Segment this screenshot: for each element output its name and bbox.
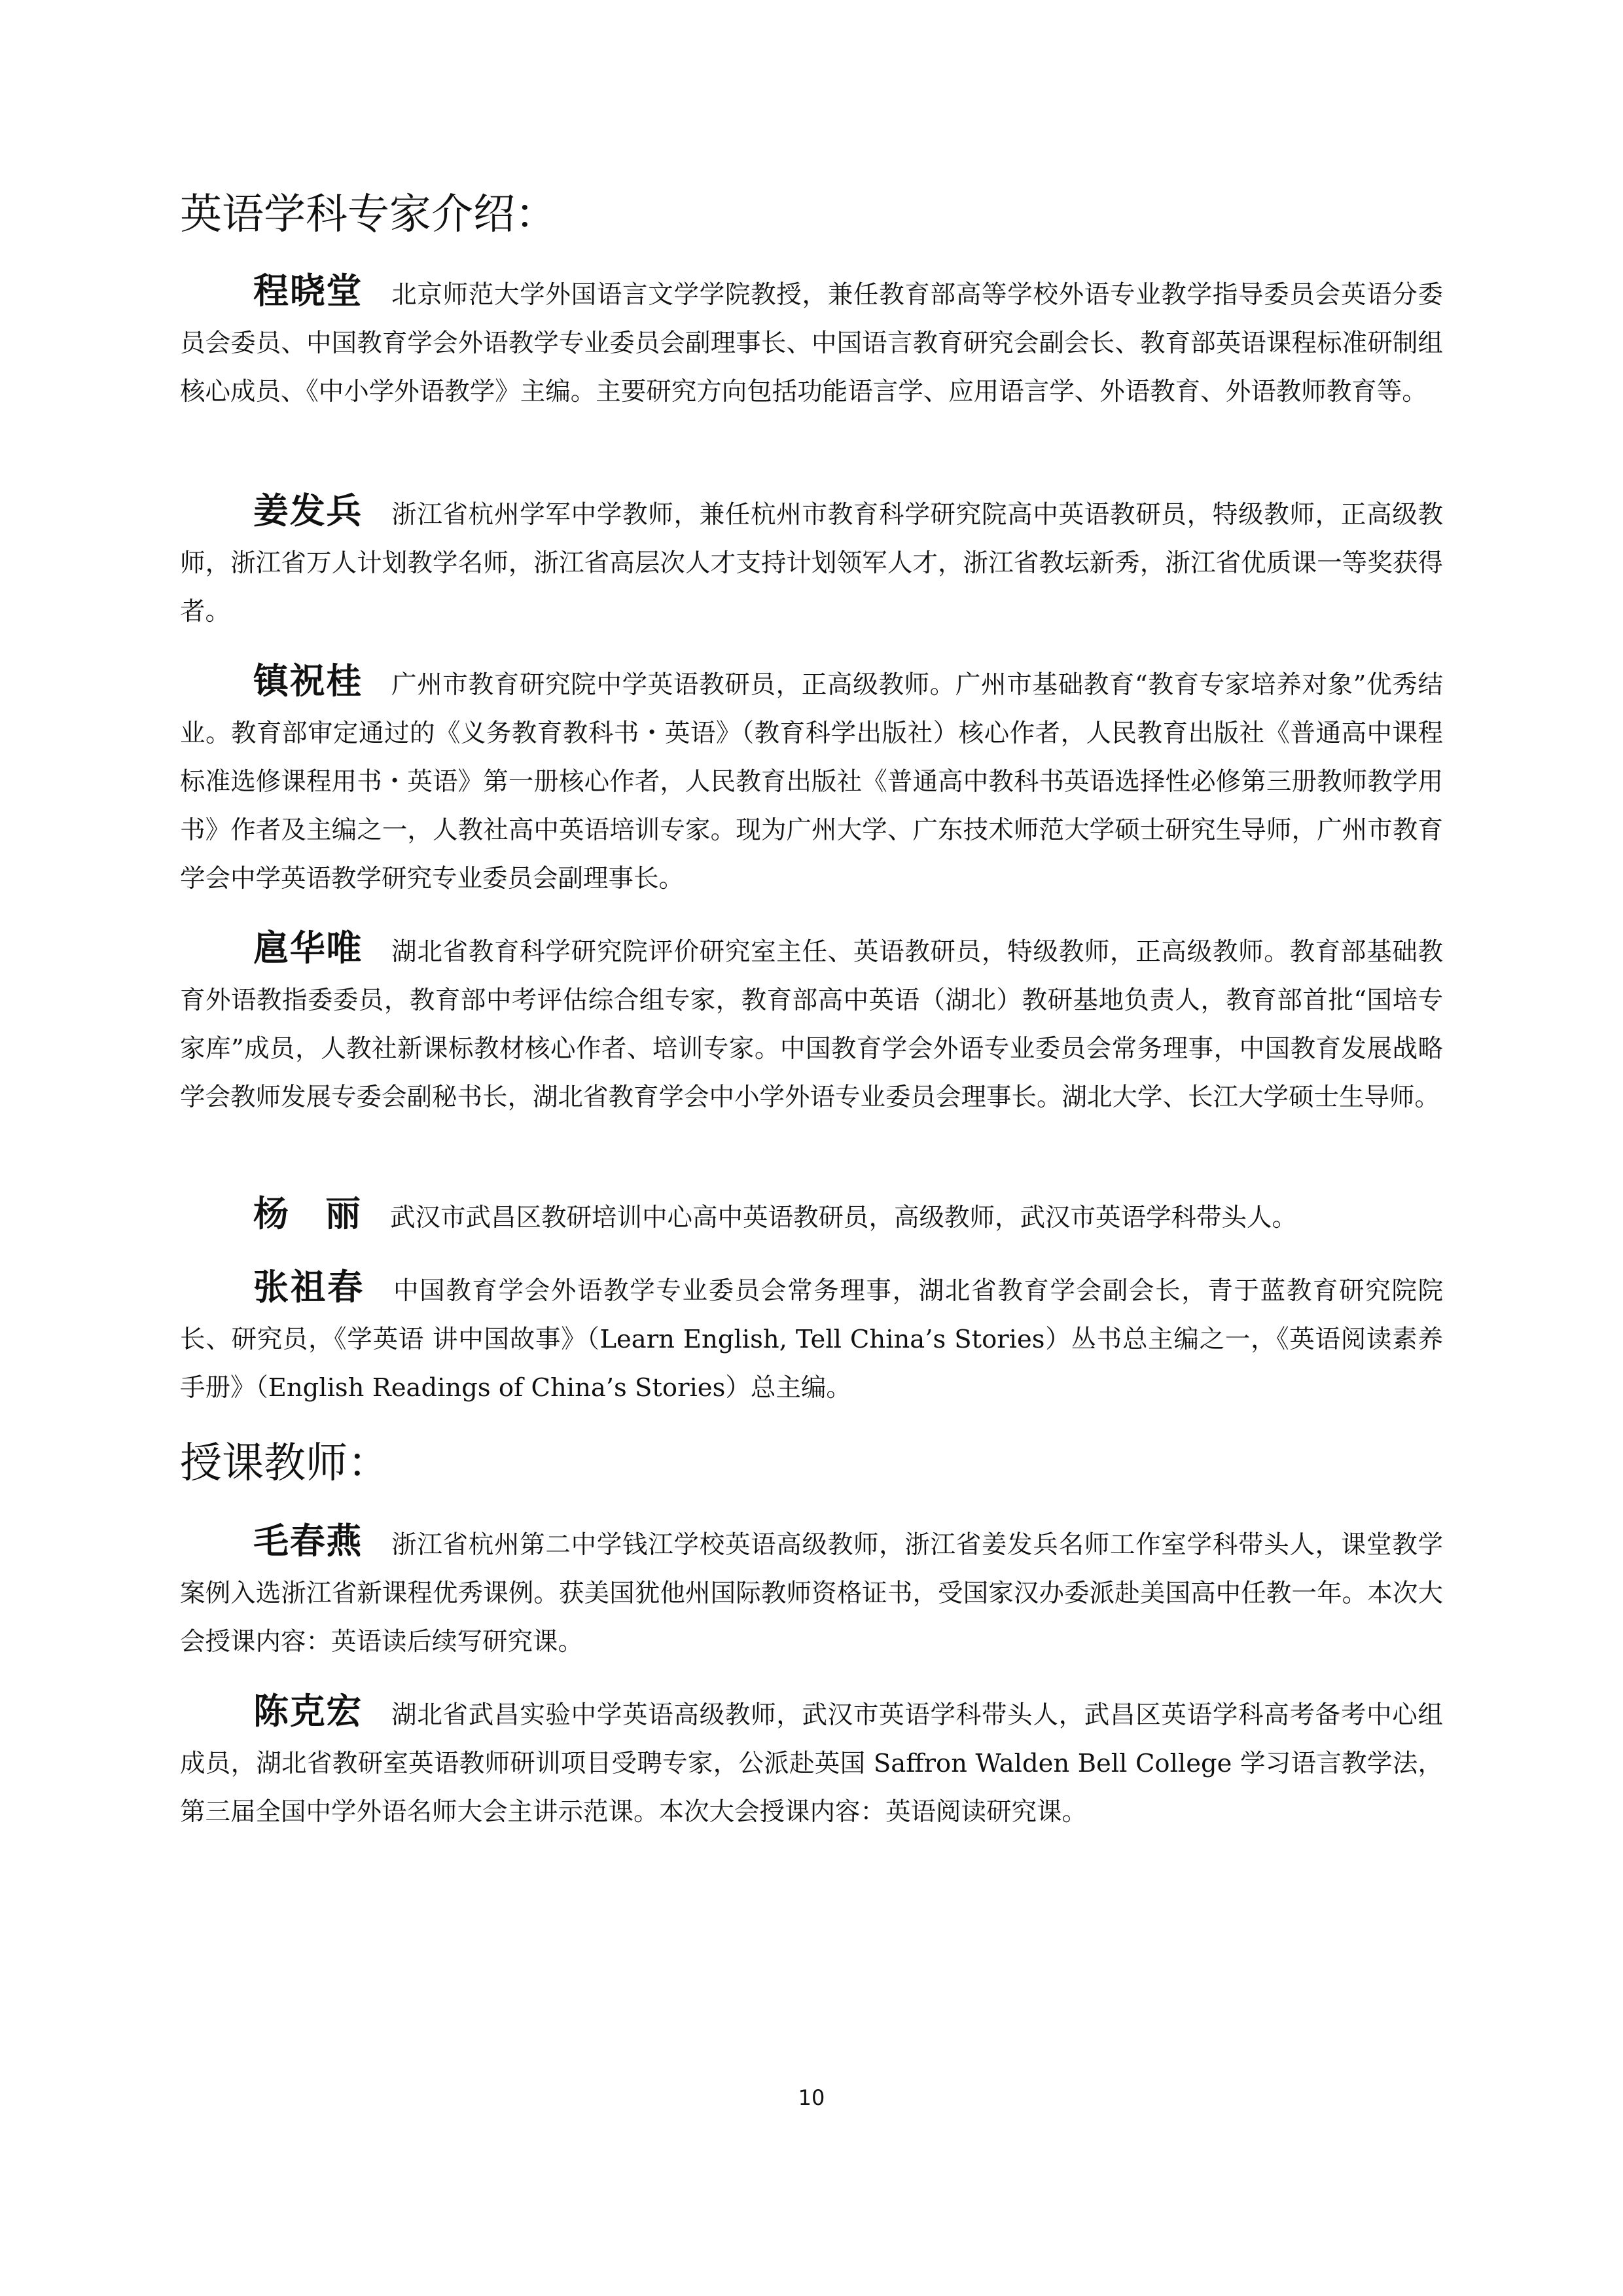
expert-bio: 武汉市武昌区教研培训中心高中英语教研员，高级教师，武汉市英语学科带头人。 [390,1203,1298,1232]
teacher-bio: 浙江省杭州第二中学钱江学校英语高级教师，浙江省姜发兵名师工作室学科带头人，课堂教学案例入选浙江省新课程优秀课例。获美国犹他州国际教师资格证书，受国家汉办委派赴美国高中任教一年。本次大会授课内容：英语读后续写研究课。 [180,1530,1444,1657]
expert-bio: 广州市教育研究院中学英语教研员，正高级教师。广州市基础教育“教育专家培养对象”优秀结业。教育部审定通过的《义务教育教科书・英语》（教育科学出版社）核心作者，人民教育出版社《普通高中课程标准选修课程用书・英语》第一册核心作者，人民教育出版社《普通高中教科书英语选择性必修第三册教师教学用书》作者及主编之一，人教社高中英语培训专家。现为广州大学、广东技术师范大学硕士研究生导师，广州市教育学会中学英语教学研究专业委员会副理事长。 [180,670,1444,893]
section-title-experts: 英语学科专家介绍： [180,190,557,239]
expert-bio: 中国教育学会外语教学专业委员会常务理事，湖北省教育学会副会长，青于蓝教育研究院院长、研究员，《学英语 讲中国故事》（Learn English, Tell China’s Stories）丛书总主编之一，《英语阅读素养手册》（English Readings of China’s Stories）总主编。 [180,1276,1443,1403]
expert-bio: 湖北省教育科学研究院评价研究室主任、英语教研员，特级教师，正高级教师。教育部基础教育外语教指委委员，教育部中考评估综合组专家，教育部高中英语（湖北）教研基地负责人，教育部首批“国培专家库”成员，人教社新课标教材核心作者、培训专家。中国教育学会外语专业委员会常务理事，中国教育发展战略学会教师发展专委会副秘书长，湖北省教育学会中小学外语专业委员会理事长。湖北大学、长江大学硕士生导师。 [180,937,1444,1112]
expert-entry [180,924,1443,1122]
expert-name: 镇祝桂 [253,660,363,702]
page-number: 10 [798,2085,825,2110]
expert-entry [180,487,1443,636]
expert-entry [180,1190,1443,1242]
section-title-teachers: 授课教师： [180,1439,389,1488]
expert-name: 程晓堂 [253,270,363,312]
teacher-name: 毛春燕 [253,1520,363,1562]
expert-bio: 北京师范大学外国语言文学学院教授，兼任教育部高等学校外语专业教学指导委员会英语分委员会委员、中国教育学会外语教学专业委员会副理事长、中国语言教育研究会副会长、教育部英语课程标准研制组核心成员、《中小学外语教学》主编。主要研究方向包括功能语言学、应用语言学、外语教育、外语教师教育等。 [180,280,1444,406]
expert-entry [180,1263,1443,1412]
expert-entry [180,267,1443,416]
expert-name: 张祖春 [253,1266,365,1308]
expert-bio: 浙江省杭州学军中学教师，兼任杭州市教育科学研究院高中英语教研员，特级教师，正高级教师，浙江省万人计划教学名师，浙江省高层次人才支持计划领军人才，浙江省教坛新秀，浙江省优质课一等奖获得者。 [180,500,1444,626]
teacher-name: 陈克宏 [253,1691,363,1732]
expert-name: 杨 丽 [253,1193,361,1234]
teacher-entry [180,1517,1443,1666]
expert-entry [180,657,1443,903]
teacher-bio: 湖北省武昌实验中学英语高级教师，武汉市英语学科带头人，武昌区英语学科高考备考中心组成员，湖北省教研室英语教师研训项目受聘专家，公派赴英国 Saffron Walden Bell College 学习语言教学法，第三届全国中学外语名师大会主讲示范课。本次大会授课内容：英语阅读研究课。 [180,1700,1444,1827]
expert-name: 姜发兵 [253,490,363,531]
teacher-entry [180,1687,1443,1837]
expert-name: 扈华唯 [253,927,363,969]
